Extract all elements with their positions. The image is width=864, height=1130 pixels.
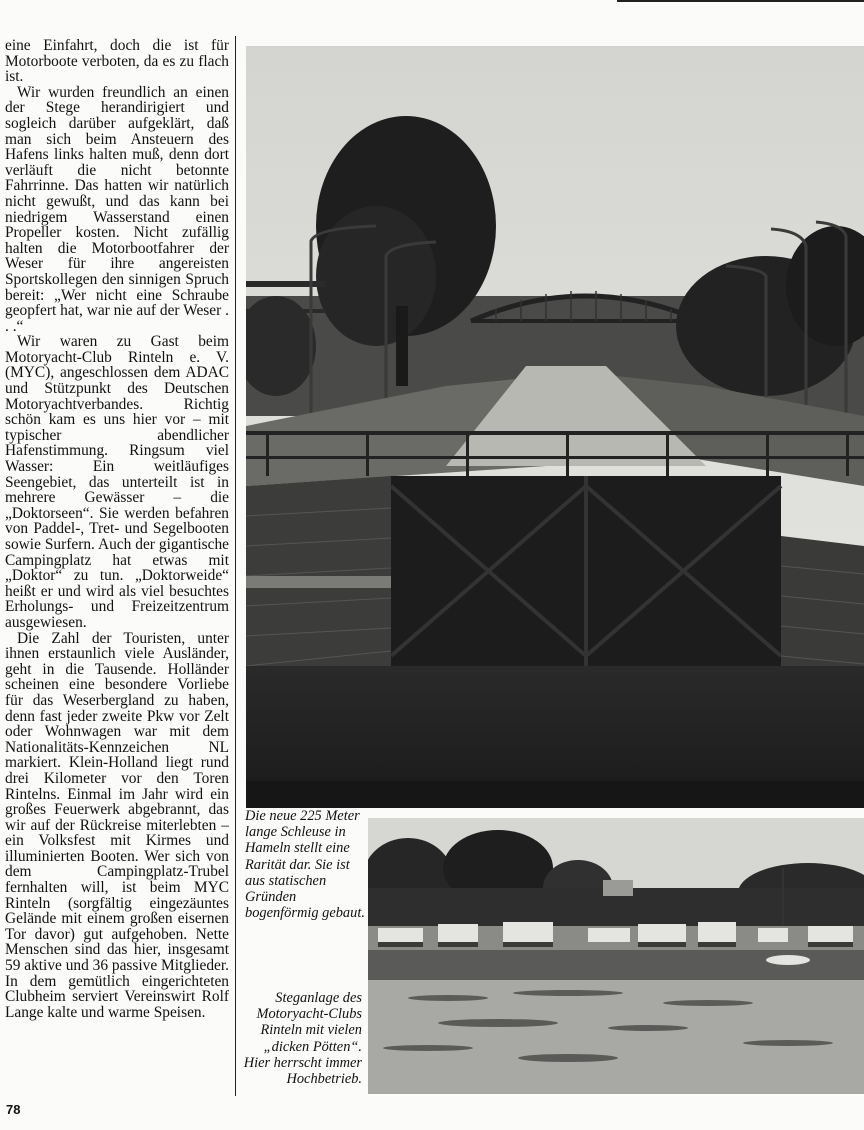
lock-photo-caption: Die neue 225 Meter lange Schleuse in Hameln stellt eine Rarität dar. Sie ist aus statischen Gründen bogenförmig gebaut.	[245, 808, 365, 922]
article-paragraph: eine Einfahrt, doch die ist für Motorboote verboten, da es zu flach ist.	[5, 37, 229, 86]
page-number: 78	[6, 1102, 21, 1117]
article-paragraph: Wir wurden freundlich an einen der Stege herandirigiert und sogleich darüber aufgeklärt, daß man sich beim Ansteuern des Hafens links halten muß, denn dort verläuft die nicht betonnte Fahrrinne. Das hatten wir natürlich nicht gewußt, und das kann bei niedrigem Wasserstand einen Propeller kosten. Nicht zufällig halten die Motorbootfahrer der Weser für ihre angereisten Sportskollegen den sinnigen Spruch bereit: „Wer nicht eine Schraube geopfert hat, war nie auf der Weser . . .“	[5, 83, 229, 335]
marina-photo	[368, 818, 864, 1094]
article-paragraph: Wir waren zu Gast beim Motoryacht-Club Rinteln e. V. (MYC), angeschlossen dem ADAC und Stützpunkt des Deutschen Motoryachtverbandes. Richtig schön kam es uns hier vor – mit typischer abendlicher Hafenstimmung. Ringsum viel Wasser: Ein weitläufiges Seengebiet, das unterteilt ist in mehrere Gewässer – die „Doktorseen“. Sie werden befahren von Paddel-, Tret- und Segelbooten sowie Surfern. Auch der gigantische Campingplatz hat etwas mit „Doktor“ zu tun. „Doktorweide“ heißt er und wird als viel besuchtes Erholungs- und Freizeitzentrum ausgewiesen.	[5, 333, 229, 631]
marina-photo-caption: Steganlage des Motoryacht-Clubs Rinteln mit vielen „dicken Pötten“. Hier herrscht immer Hochbetrieb.	[243, 990, 362, 1088]
top-rule	[617, 0, 864, 2]
article-body	[5, 38, 229, 1020]
article-paragraph: Die Zahl der Touristen, unter ihnen erstaunlich viele Ausländer, geht in die Tausende. Holländer scheinen eine besondere Vorliebe für das Weserbergland zu haben, denn fast jeder zweite Pkw vor Zelt oder Wohnwagen war mit dem Nationalitäts-Kennzeichen NL markiert. Klein-Holland liegt rund drei Kilometer vor den Toren Rintelns. Einmal im Jahr wird ein großes Feuerwerk abgebrannt, das wir auf der Rückreise miterlebten – ein Volksfest mit Kirmes und illuminierten Booten. Wer sich von dem Campingplatz-Trubel fernhalten will, ist beim MYC Rinteln (sorgfältig eingezäuntes Gelände mit einem großen eisernen Tor davor) gut aufgehoben. Nette Menschen sind das hier, insgesamt 59 aktive und 36 passive Mitglieder. In dem gemütlich eingerichteten Clubheim serviert Vereinswirt Rolf Lange kalte und warme Speisen.	[5, 629, 229, 1021]
column-divider	[235, 36, 236, 1096]
lock-photo	[246, 46, 864, 808]
